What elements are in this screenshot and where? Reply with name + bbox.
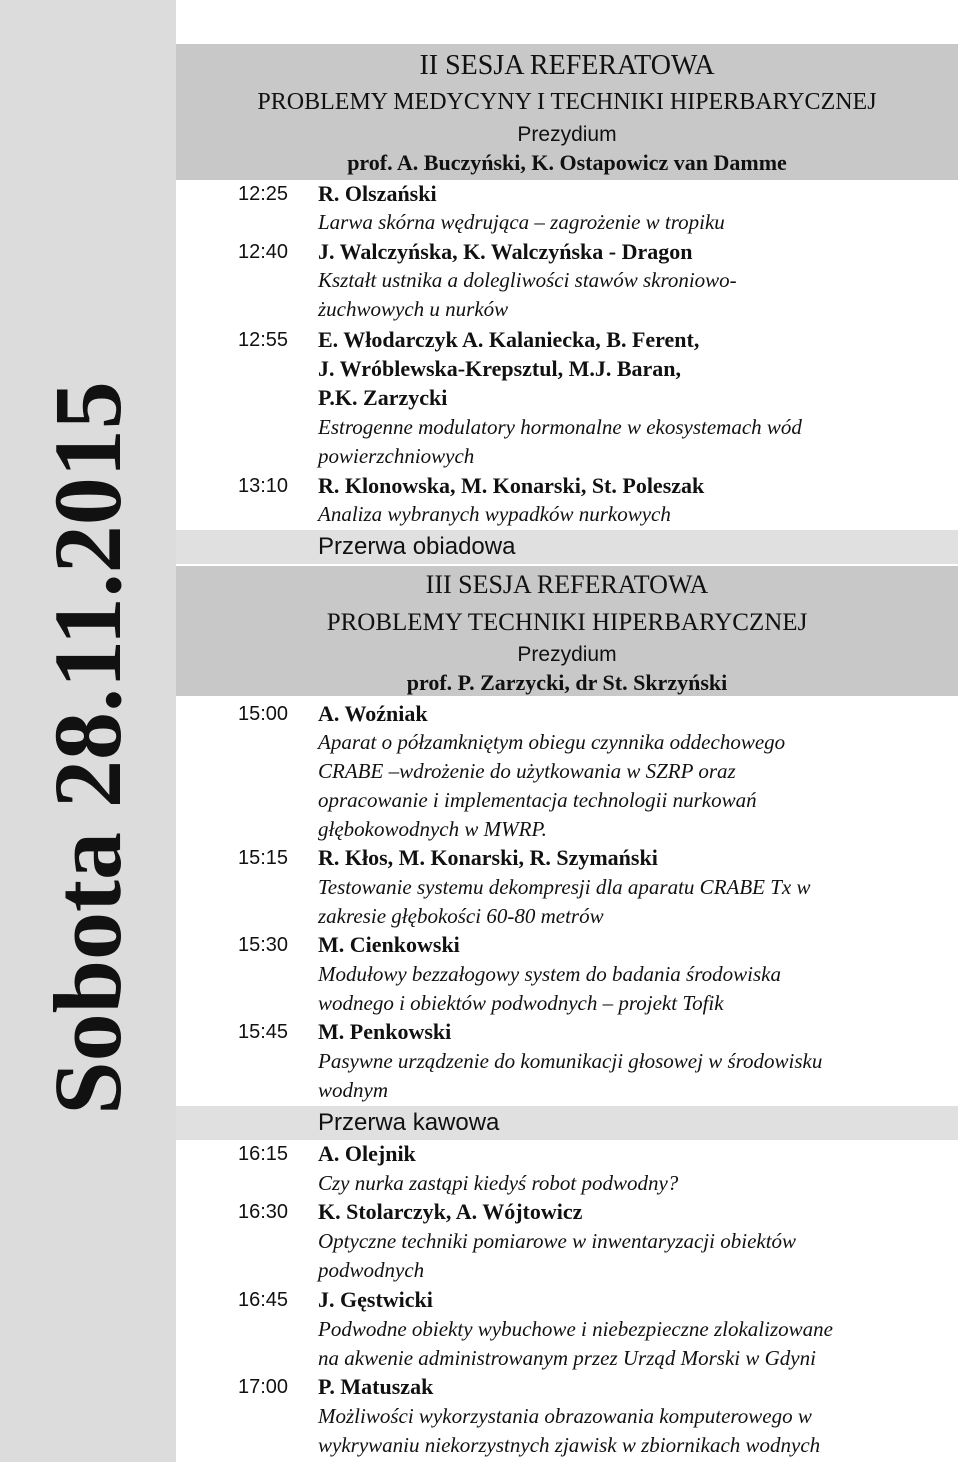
talk-time: 15:30 xyxy=(238,934,289,956)
talk-title: na akwenie administrowanym przez Urząd Morski w Gdyni xyxy=(318,1346,816,1370)
talk-authors: J. Gęstwicki xyxy=(318,1287,433,1312)
talk-title: głębokowodnych w MWRP. xyxy=(318,817,547,841)
talk-title: Estrogenne modulatory hormonalne w ekosystemach wód xyxy=(318,415,802,439)
talk-title: Kształt ustnika a dolegliwości stawów skroniowo- xyxy=(318,268,737,292)
talk-title: Pasywne urządzenie do komunikacji głosowej w środowisku xyxy=(318,1049,823,1073)
session-3-presidium-label: Prezydium xyxy=(517,643,617,666)
talk-title: wodnym xyxy=(318,1078,388,1102)
session-3-subtitle: PROBLEMY TECHNIKI HIPERBARYCZNEJ xyxy=(326,609,808,636)
session-2-subtitle: PROBLEMY MEDYCYNY I TECHNIKI HIPERBARYCZNEJ xyxy=(257,89,877,115)
talk-time: 16:15 xyxy=(238,1143,289,1165)
talk-authors: R. Olszański xyxy=(318,181,437,206)
talk-authors: M. Cienkowski xyxy=(318,932,460,957)
lunch-break-label: Przerwa obiadowa xyxy=(318,533,516,560)
talk-title: Aparat o półzamkniętym obiegu czynnika oddechowego xyxy=(318,730,786,754)
talk-title: CRABE –wdrożenie do użytkowania w SZRP oraz xyxy=(318,759,736,783)
session-2-title: II SESJA REFERATOWA xyxy=(419,50,715,81)
talk-title: zakresie głębokości 60-80 metrów xyxy=(318,904,604,928)
talk-title: Podwodne obiekty wybuchowe i niebezpieczne zlokalizowane xyxy=(318,1317,833,1341)
talk-time: 12:40 xyxy=(238,241,289,263)
talk-time: 12:55 xyxy=(238,329,289,351)
talk-time: 16:45 xyxy=(238,1289,289,1311)
session-2-presidium-names: prof. A. Buczyński, K. Ostapowicz van Damme xyxy=(347,150,787,175)
talk-time: 17:00 xyxy=(238,1376,289,1398)
talk-authors: M. Penkowski xyxy=(318,1019,452,1044)
talk-authors: A. Olejnik xyxy=(318,1141,416,1166)
talk-title: żuchwowych u nurków xyxy=(318,297,509,321)
talk-time: 15:15 xyxy=(238,847,289,869)
programme-content xyxy=(176,0,960,1462)
talk-title: Testowanie systemu dekompresji dla aparatu CRABE Tx w xyxy=(318,875,811,899)
talk-title: wodnego i obiektów podwodnych – projekt Tofik xyxy=(318,991,724,1015)
talk-authors: E. Włodarczyk A. Kalaniecka, B. Ferent, xyxy=(318,327,700,352)
talk-title: podwodnych xyxy=(318,1258,425,1282)
talk-title: opracowanie i implementacja technologii nurkowań xyxy=(318,788,757,812)
talk-title: wykrywaniu niekorzystnych zjawisk w zbiornikach wodnych xyxy=(318,1433,821,1457)
talk-time: 12:25 xyxy=(238,183,289,205)
session-3-header xyxy=(176,566,958,696)
session-2-header xyxy=(176,44,958,180)
talk-authors: A. Woźniak xyxy=(318,701,428,726)
talk-authors: K. Stolarczyk, A. Wójtowicz xyxy=(318,1199,583,1224)
coffee-break-label: Przerwa kawowa xyxy=(318,1109,500,1136)
session-2-presidium-label: Prezydium xyxy=(517,123,617,146)
talk-authors: R. Kłos, M. Konarski, R. Szymański xyxy=(318,845,658,870)
talk-title: Czy nurka zastąpi kiedyś robot podwodny? xyxy=(318,1171,679,1195)
talk-title: Analiza wybranych wypadków nurkowych xyxy=(318,502,671,526)
talk-time: 15:00 xyxy=(238,703,289,725)
talk-authors: P.K. Zarzycki xyxy=(318,385,448,410)
session-3-presidium-names: prof. P. Zarzycki, dr St. Skrzyński xyxy=(406,670,728,695)
talk-time: 16:30 xyxy=(238,1201,289,1223)
session-3-title: III SESJA REFERATOWA xyxy=(425,570,709,599)
talk-title: Larwa skórna wędrująca – zagrożenie w tropiku xyxy=(318,210,725,234)
talk-title: Możliwości wykorzystania obrazowania komputerowego w xyxy=(318,1404,812,1428)
talk-title: Modułowy bezzałogowy system do badania środowiska xyxy=(318,962,781,986)
side-date-band xyxy=(0,0,176,1462)
talk-authors: P. Matuszak xyxy=(318,1374,434,1399)
coffee-break-band xyxy=(176,1106,958,1140)
talk-time: 13:10 xyxy=(238,475,289,497)
talk-title: powierzchniowych xyxy=(318,444,475,468)
talk-time: 15:45 xyxy=(238,1021,289,1043)
talk-authors: J. Walczyńska, K. Walczyńska - Dragon xyxy=(318,239,693,264)
lunch-break-band xyxy=(176,530,958,564)
side-date-label: Sobota 28.11.2015 xyxy=(34,381,141,1115)
talk-authors: J. Wróblewska-Krepsztul, M.J. Baran, xyxy=(318,356,682,381)
talk-authors: R. Klonowska, M. Konarski, St. Poleszak xyxy=(318,473,705,498)
talk-title: Optyczne techniki pomiarowe w inwentaryzacji obiektów xyxy=(318,1229,797,1253)
